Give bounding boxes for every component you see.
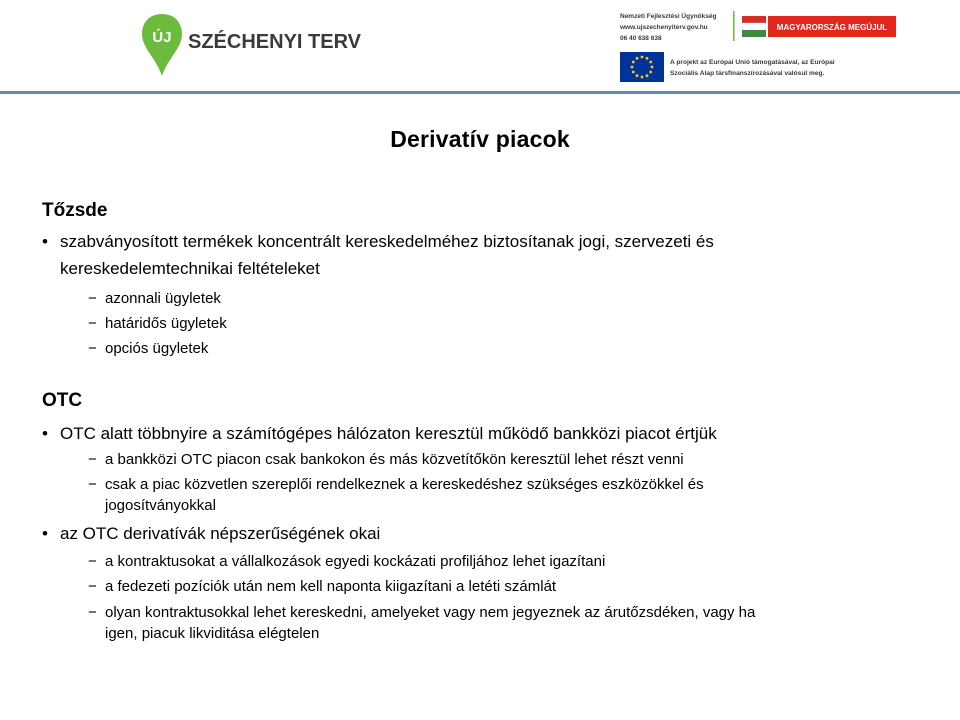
sub-item-text: a bankközi OTC piacon csak bankokon és más közvetítőkön keresztül lehet részt venni <box>105 451 684 468</box>
agency-phone: 06 40 638 638 <box>620 35 662 42</box>
sub-item-text: azonnali ügyletek <box>105 290 221 307</box>
uj-szechenyi-terv-logo <box>140 10 361 82</box>
section-heading-tozsde: Tőzsde <box>42 200 108 221</box>
dash-symbol: − <box>88 553 97 570</box>
dash-symbol: − <box>88 578 97 595</box>
bullet-text: OTC alatt többnyire a számítógépes hálózaton keresztül működő bankközi piacot értjük <box>60 424 717 443</box>
bullet-item <box>42 520 922 547</box>
dash-symbol: − <box>88 476 97 493</box>
sub-item <box>88 288 920 309</box>
sub-item-text-line1: csak a piac közvetlen szereplői rendelkeznek a kereskedéshez szükséges eszközökkel és <box>105 476 704 493</box>
dash-symbol: − <box>88 290 97 307</box>
sub-item-text-line2: igen, piacuk likviditása elégtelen <box>105 625 320 642</box>
dash-symbol: − <box>88 451 97 468</box>
bullet-symbol: • <box>42 524 48 543</box>
dash-symbol: − <box>88 604 97 621</box>
bullet-text-line2: kereskedelemtechnikai feltételeket <box>60 259 320 278</box>
sub-item-text: opciós ügyletek <box>105 340 209 357</box>
sub-item-text: határidős ügyletek <box>105 315 227 332</box>
dash-symbol: − <box>88 315 97 332</box>
agency-website: www.ujszechenyiterv.gov.hu <box>620 24 708 31</box>
sub-item-text: a fedezeti pozíciók után nem kell naponta kiigazítani a letéti számlát <box>105 578 557 595</box>
sub-item-text: a kontraktusokat a vállalkozások egyedi kockázati profiljához lehet igazítani <box>105 553 606 570</box>
sub-item-text-line2: jogosítványokkal <box>105 497 216 514</box>
bullet-item <box>42 228 922 282</box>
eu-flag-icon <box>620 52 664 82</box>
agency-eu-logo-block <box>604 0 904 90</box>
sub-item <box>88 449 920 470</box>
agency-name: Nemzeti Fejlesztési Ügynökség <box>620 13 717 20</box>
sub-item <box>88 602 920 644</box>
logo-name: SZÉCHENYI TERV <box>188 31 361 53</box>
logo-prefix: ÚJ <box>152 29 172 46</box>
slide-header <box>0 0 960 92</box>
badge-text: MAGYARORSZÁG MEGÚJUL <box>776 23 888 32</box>
bullet-symbol: • <box>42 232 48 251</box>
bullet-symbol: • <box>42 424 48 443</box>
bullet-text: az OTC derivatívák népszerűségének okai <box>60 524 381 543</box>
sub-item-text-line1: olyan kontraktusokkal lehet kereskedni, amelyeket vagy nem jegyeznek az árutőzsdéken, vagy ha <box>105 604 756 621</box>
sub-item <box>88 338 920 359</box>
bullet-item <box>42 420 922 447</box>
bullet-text-line1: szabványosított termékek koncentrált kereskedelméhez biztosítanak jogi, szervezeti és <box>60 232 714 251</box>
eu-note-line1: A projekt az Európai Unió támogatásával, az Európai <box>670 59 835 66</box>
dash-symbol: − <box>88 340 97 357</box>
header-divider-line <box>0 91 960 94</box>
sub-item <box>88 313 920 334</box>
hungarian-flag-icon <box>742 16 766 37</box>
sub-item <box>88 474 920 516</box>
sub-item <box>88 551 920 572</box>
eu-note-line2: Szociális Alap társfinanszírozásával valósul meg. <box>670 70 825 77</box>
sub-item <box>88 576 920 597</box>
section-heading-otc: OTC <box>42 390 83 411</box>
logo-divider <box>733 11 735 41</box>
slide-title: Derivatív piacok <box>390 126 570 152</box>
